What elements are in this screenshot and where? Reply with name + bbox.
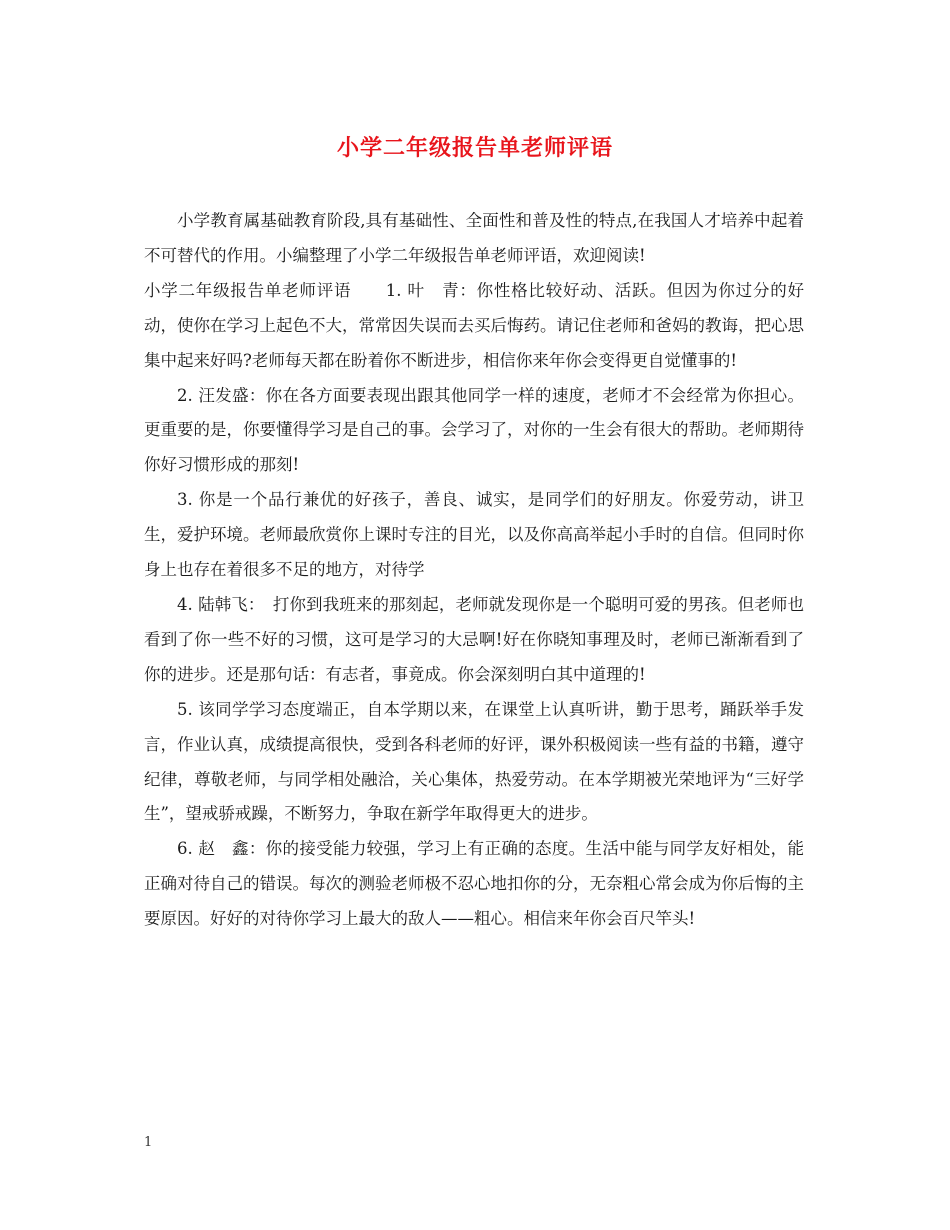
intro-paragraph: 小学教育属基础教育阶段,具有基础性、全面性和普及性的特点,在我国人才培养中起着不可替代的作用。小编整理了小学二年级报告单老师评语，欢迎阅读! <box>144 211 804 265</box>
comment-paragraph-5: 5. 该同学学习态度端正，自本学期以来，在课堂上认真听讲，勤于思考，踊跃举手发言，作业认真，成绩提高很快，受到各科老师的好评，课外积极阅读一些有益的书籍，遵守纪律，尊敬老师，与同学相处融洽，关心集体，热爱劳动。在本学期被光荣地评为“三好学生”，望戒骄戒躁，不断努力，争取在新学年取得更大的进步。 <box>144 699 804 824</box>
comment-paragraph-4: 4. 陆韩飞： 打你到我班来的那刻起，老师就发现你是一个聪明可爱的男孩。但老师也看到了你一些不好的习惯，这可是学习的大忌啊!好在你晓知事理及时，老师已渐渐看到了你的进步。还是那句话：有志者，事竟成。你会深刻明白其中道理的! <box>144 594 804 684</box>
document-title: 小学二年级报告单老师评语 <box>336 135 613 161</box>
page-number: 1 <box>144 1135 153 1150</box>
comment-paragraph-2: 2. 汪发盛：你在各方面要表现出跟其他同学一样的速度，老师才不会经常为你担心。更重要的是，你要懂得学习是自己的事。会学习了，对你的一生会有很大的帮助。老师期待你好习惯形成的那刻! <box>144 385 804 475</box>
comment-paragraph-3: 3. 你是一个品行兼优的好孩子，善良、诚实，是同学们的好朋友。你爱劳动，讲卫生，爱护环境。老师最欣赏你上课时专注的目光，以及你高高举起小手时的自信。但同时你身上也存在着很多不足的地方，对待学 <box>144 490 804 580</box>
comment-paragraph-1: 小学二年级报告单老师评语 1. 叶 青：你性格比较好动、活跃。但因为你过分的好动，使你在学习上起色不大，常常因失误而去买后悔药。请记住老师和爸妈的教诲，把心思集中起来好吗?老师每天都在盼着你不断进步，相信你来年你会变得更自觉懂事的! <box>144 280 804 370</box>
comment-paragraph-6: 6. 赵 鑫：你的接受能力较强，学习上有正确的态度。生活中能与同学友好相处，能正确对待自己的错误。每次的测验老师极不忍心地扣你的分，无奈粗心常会成为你后悔的主要原因。好好的对待你学习上最大的敌人——粗心。相信来年你会百尺竿头! <box>144 839 804 929</box>
document-body <box>144 204 804 937</box>
